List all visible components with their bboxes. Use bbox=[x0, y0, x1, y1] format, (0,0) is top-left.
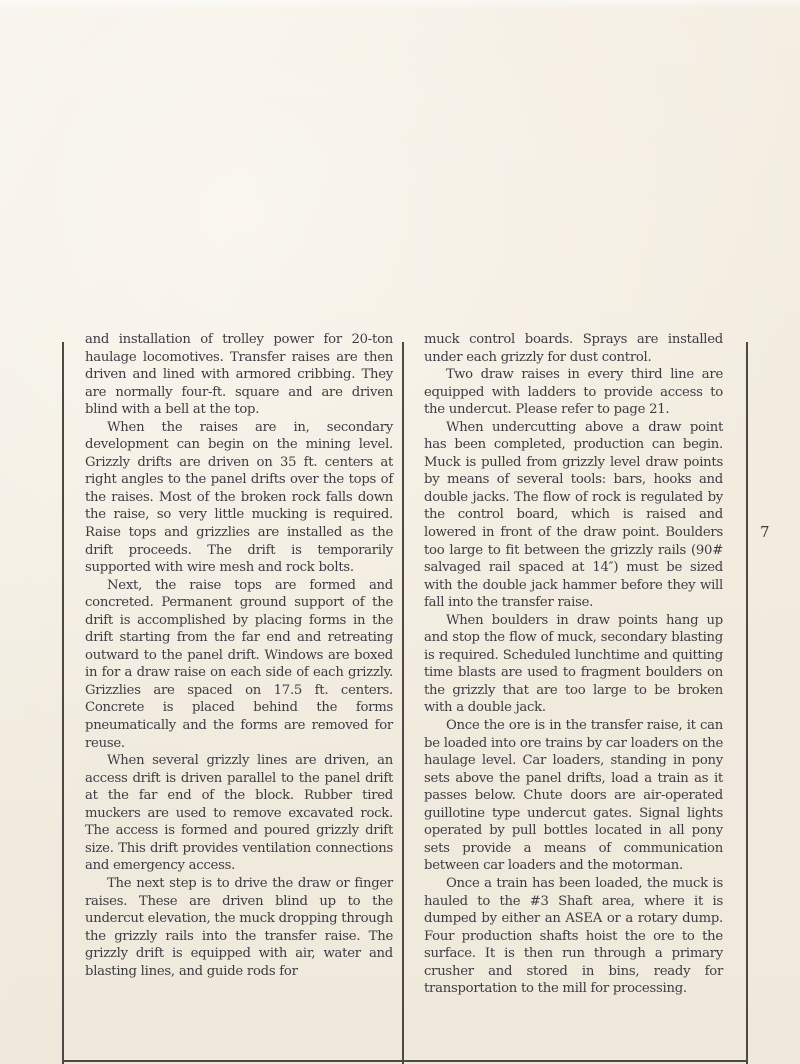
paragraph: Once the ore is in the transfer raise, it can be loaded into ore trains by car loaders on the haulage level. Car loaders, standing in pony sets above the panel drifts, load a train as it passes below. Chute doors are air-operated guillotine type undercut gates. Signal lights operated by pull bottles located in all pony sets provide a means of communication between car loaders and the motorman. bbox=[424, 718, 723, 874]
bottom-rule bbox=[62, 1060, 748, 1062]
paragraph: Two draw raises in every third line are equipped with ladders to provide access to the undercut. Please refer to page 21. bbox=[424, 367, 723, 418]
right-column bbox=[424, 331, 723, 998]
paragraph: When boulders in draw points hang up and stop the flow of muck, secondary blasting is required. Scheduled lunchtime and quitting time blasts are used to fragment boulders on the grizzly that are too large to be broken with a double jack. bbox=[424, 612, 723, 716]
paragraph: muck control boards. Sprays are installed under each grizzly for dust control. bbox=[424, 332, 723, 365]
paragraph: When the raises are in, secondary development can begin on the mining level. Grizzly drifts are driven on 35 ft. centers at right angles to the panel drifts over the tops of the raises. Most of the broken rock falls down the raise, so very little mucking is required. Raise tops and grizzlies are installed as the drift proceeds. The drift is temporarily supported with wire mesh and rock bolts. bbox=[85, 419, 393, 576]
paragraph: Next, the raise tops are formed and concreted. Permanent ground support of the drift is accomplished by placing forms in the drift starting from the far end and retreating outward to the panel drift. Windows are boxed in for a draw raise on each side of each grizzly. Grizzlies are spaced on 17.5 ft. centers. Concrete is placed behind the forms pneumatically and the forms are removed for reuse. bbox=[85, 577, 393, 751]
page-number: 7 bbox=[760, 523, 770, 541]
left-column bbox=[85, 331, 393, 980]
paragraph: When several grizzly lines are driven, an access drift is driven parallel to the panel drift at the far end of the block. Rubber tired muckers are used to remove excavated rock. The access is formed and poured grizzly drift size. This drift provides ventilation connections and emergency access. bbox=[85, 753, 393, 874]
column-rule-middle bbox=[402, 342, 404, 1064]
paragraph: Once a train has been loaded, the muck is hauled to the #3 Shaft area, where it is dumped by either an ASEA or a rotary dump. Four production shafts hoist the ore to the surface. It is then run through a primary crusher and stored in bins, ready for transportation to the mill for processing. bbox=[424, 875, 723, 997]
column-rule-right bbox=[746, 342, 748, 1064]
column-rule-left bbox=[62, 342, 64, 1064]
paragraph: and installation of trolley power for 20-ton haulage locomotives. Transfer raises are then driven and lined with armored cribbing. They are normally four-ft. square and are driven blind with a bell at the top. bbox=[85, 332, 393, 418]
paragraph: When undercutting above a draw point has been completed, production can begin. Muck is pulled from grizzly level draw points by means of several tools: bars, hooks and double jacks. The flow of rock is regulated by the control board, which is raised and lowered in front of the draw point. Boulders too large to fit between the grizzly rails (90# salvaged rail spaced at 14″) must be sized with the double jack hammer before they will fall into the transfer raise. bbox=[424, 419, 723, 611]
paragraph: The next step is to drive the draw or finger raises. These are driven blind up to the undercut elevation, the muck dropping through the grizzly rails into the transfer raise. The grizzly drift is equipped with air, water and blasting lines, and guide rods for bbox=[85, 875, 393, 979]
